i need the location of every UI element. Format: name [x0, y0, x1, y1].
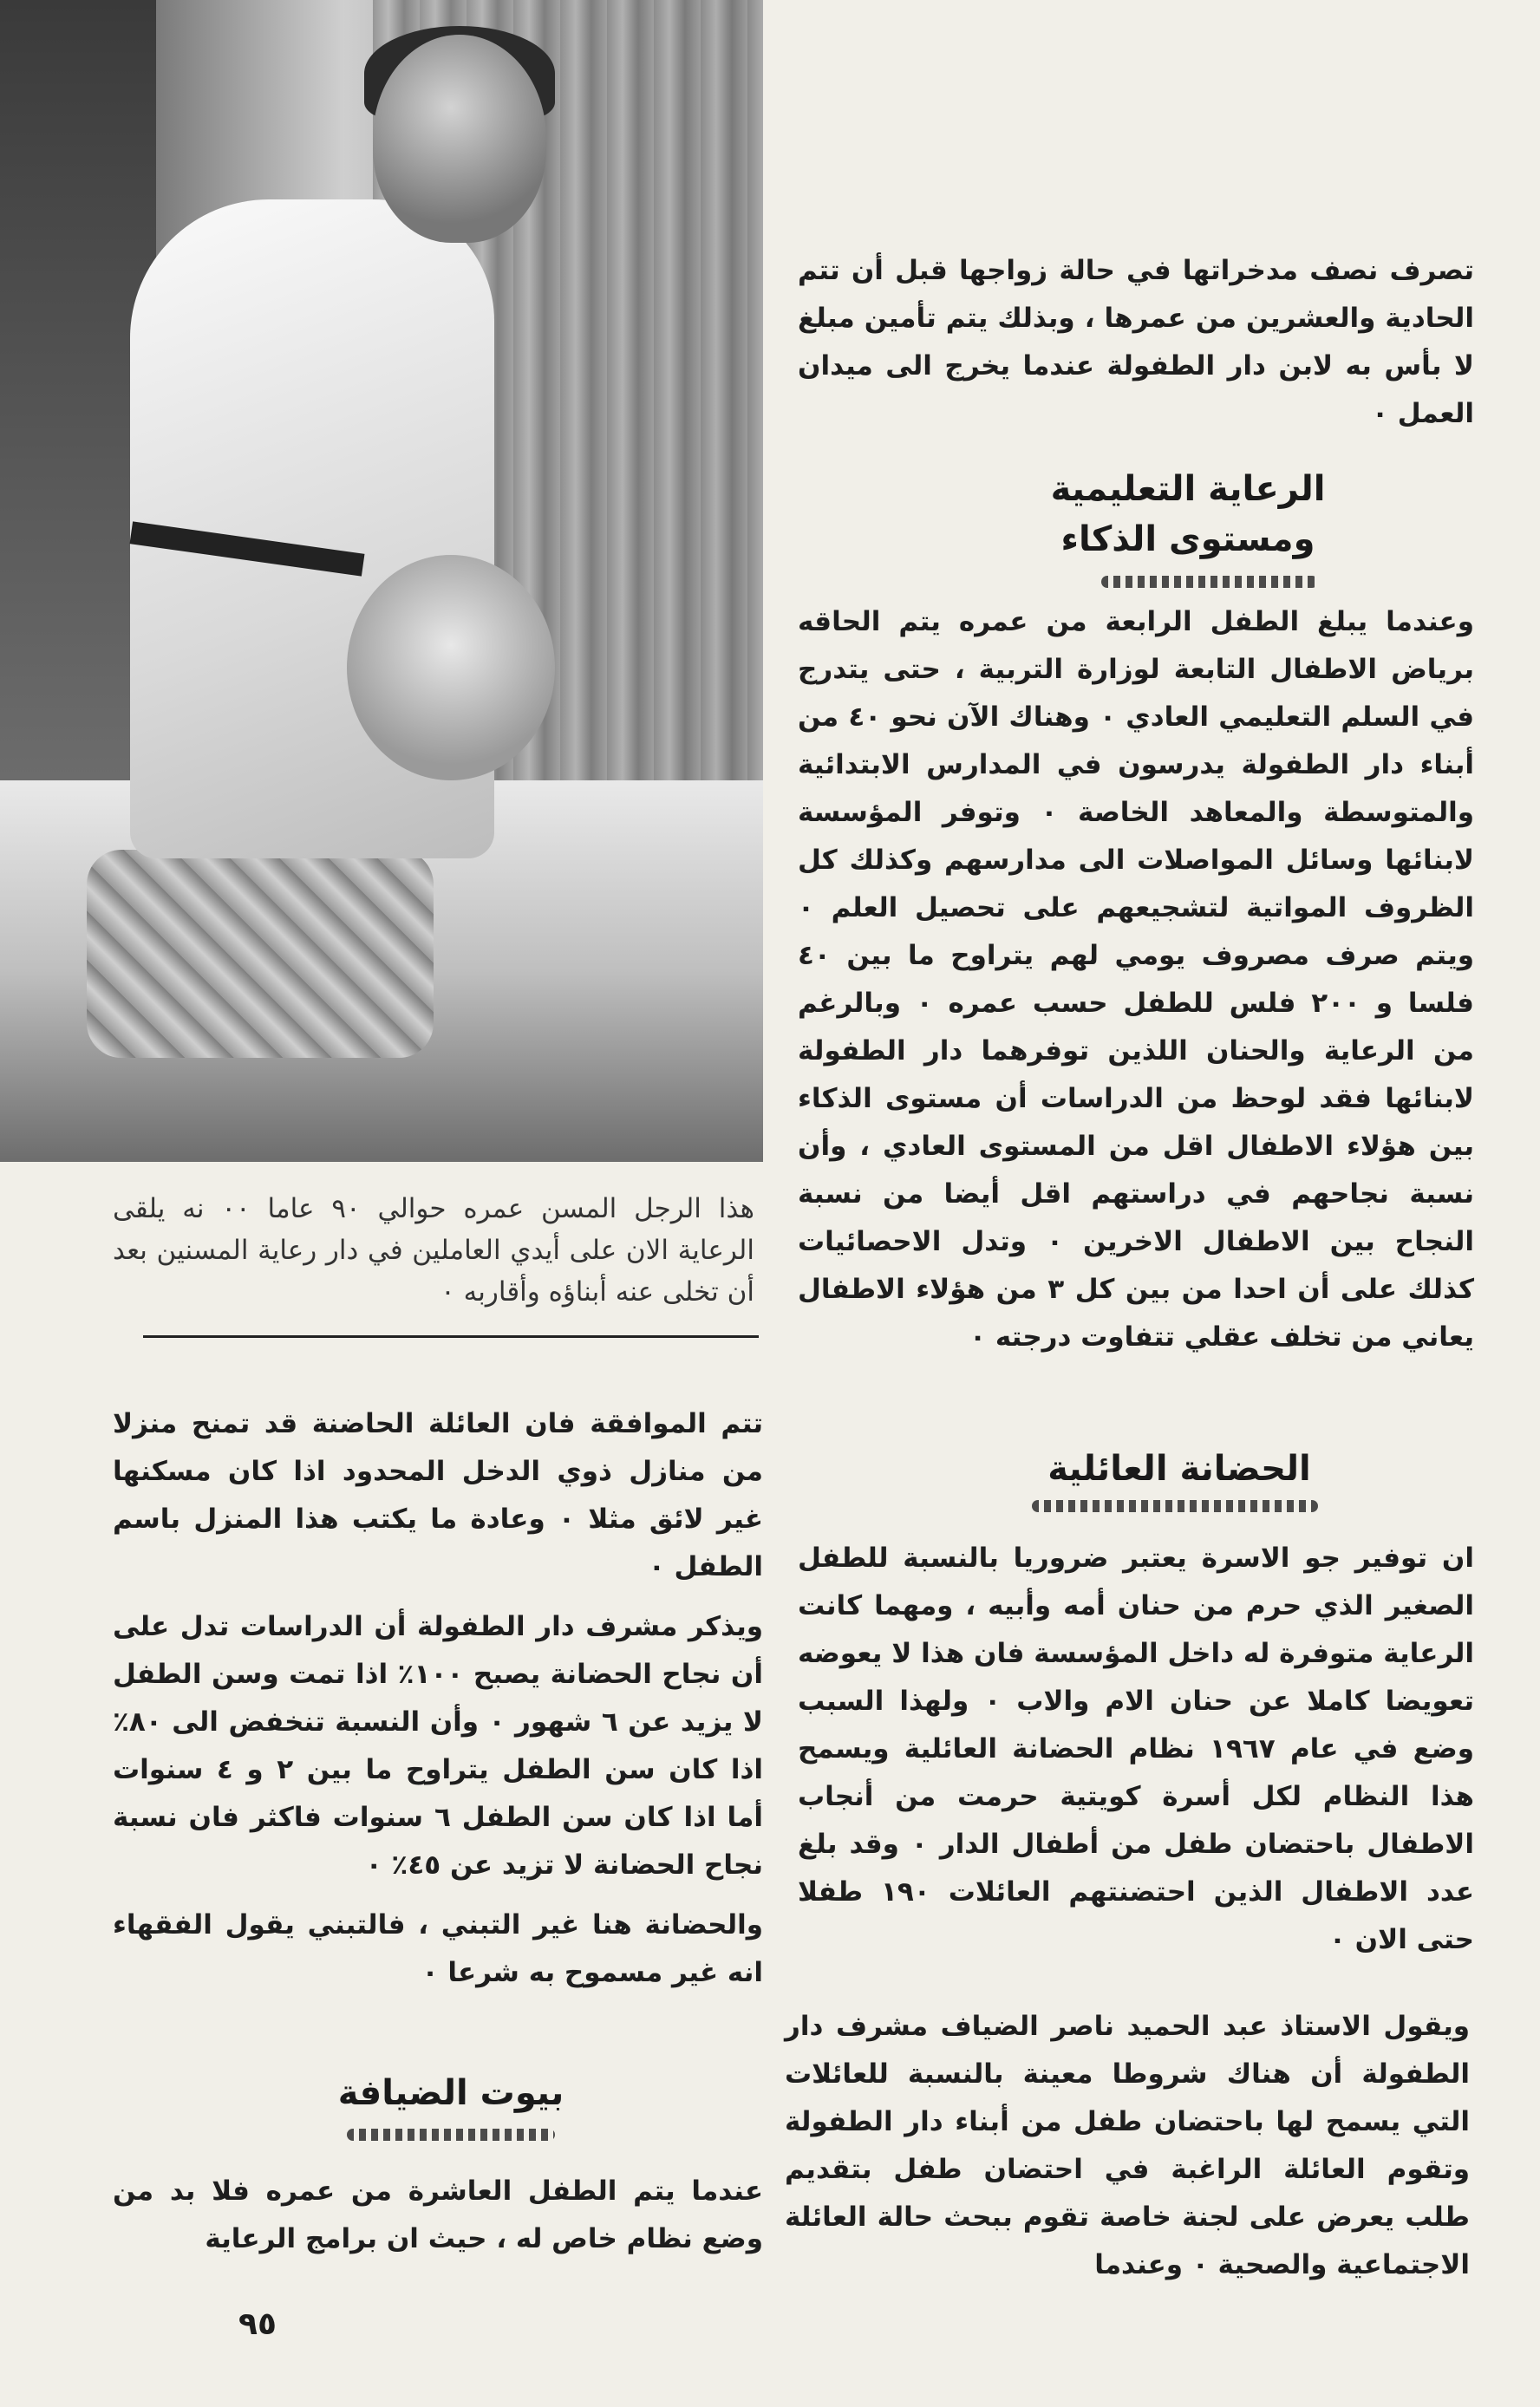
section-heading-guest-houses [286, 2068, 616, 2118]
left-column-text [113, 1400, 763, 2009]
photo-caregiver-head [373, 35, 546, 243]
photo-patient [347, 555, 555, 780]
paragraph: تصرف نصف مدخراتها في حالة زواجها قبل أن تتم الحادية والعشرين من عمرها ، وبذلك يتم تأمين مبلغ لا بأس به لابن دار الطفولة عندما يخرج الى ميدان العمل ٠ [798, 255, 1474, 429]
caption-divider [143, 1335, 759, 1338]
right-column-conditions [785, 2003, 1470, 2301]
paragraph: ان توفير جو الاسرة يعتبر ضروريا بالنسبة للطفل الصغير الذي حرم من حنان أمه وأبيه ، ومهما كانت الرعاية متوفرة له داخل المؤسسة فان هذا لا يعوضه تعويضا كاملا عن حنان الام والاب ٠ ولهذا السبب وضع في عام ١٩٦٧ نظام الحضانة العائلية ويسمح هذا النظام لكل أسرة كويتية حرمت من أنجاب الاطفال باحتضان طفل من أطفال الدار ٠ وقد بلغ عدد الاطفال الذين احتضنتهم العائلات ١٩٠ طفلا حتى الان ٠ [798, 1543, 1475, 1955]
heading-underline [1101, 576, 1318, 588]
heading-line-2: ومستوى الذكاء [1060, 519, 1315, 559]
paragraph: ويذكر مشرف دار الطفولة أن الدراسات تدل على أن نجاح الحضانة يصبح ١٠٠٪ اذا تمت وسن الطفل لا يزيد عن ٦ شهور ٠ وأن النسبة تنخفض الى ٨٠٪ اذا كان سن الطفل يتراوح ما بين ٢ و ٤ سنوات أما اذا كان سن الطفل ٦ سنوات فاكثر فان نسبة نجاح الحضانة لا تزيد عن ٤٥٪ ٠ [113, 1611, 763, 1881]
heading-line-1: الرعاية التعليمية [1050, 469, 1326, 509]
right-column-intro [798, 247, 1474, 450]
right-column-foster [798, 1535, 1474, 1976]
photo-elderly-care [0, 0, 763, 1162]
paragraph: وعندما يبلغ الطفل الرابعة من عمره يتم الحاقه برياض الاطفال التابعة لوزارة التربية ، حتى يتدرج في السلم التعليمي العادي ٠ وهناك الآن نحو ٤٠ من أبناء دار الطفولة يدرسون في المدارس الابتدائية والمتوسطة والمعاهد الخاصة ٠ وتوفر المؤسسة لابنائها وسائل المواصلات الى مدارسهم وكذلك كل الظروف المواتية لتشجيعهم على تحصيل العلم ٠ ويتم صرف مصروف يومي لهم يتراوح ما بين ٤٠ فلسا و ٢٠٠ فلس للطفل حسب عمره ٠ وبالرغم من الرعاية والحنان اللذين توفرهما دار الطفولة لابنائها فقد لوحظ من الدراسات أن مستوى الذكاء بين هؤلاء الاطفال اقل من المستوى العادي ، وأن نسبة نجاحهم في دراستهم اقل أيضا من نسبة النجاح بين الاطفال الاخرين ٠ وتدل الاحصائيات كذلك على أن احدا من بين كل ٣ من هؤلاء الاطفال يعاني من تخلف عقلي تتفاوت درجته ٠ [798, 606, 1475, 1353]
paragraph: عندما يتم الطفل العاشرة من عمره فلا بد من وضع نظام خاص له ، حيث ان برامج الرعاية [113, 2175, 763, 2254]
photo-pillow [87, 850, 434, 1058]
section-heading-education [1023, 464, 1353, 564]
right-column-education [798, 598, 1474, 1373]
photo-caption: هذا الرجل المسن عمره حوالي ٩٠ عاما ٠٠ نه يلقى الرعاية الان على أيدي العاملين في دار رعاية المسنين بعد أن تخلى عنه أبناؤه وأقاربه ٠ [113, 1193, 754, 1308]
heading-underline [347, 2129, 555, 2141]
paragraph: والحضانة هنا غير التبني ، فالتبني يقول الفقهاء انه غير مسموح به شرعا ٠ [113, 1909, 763, 1988]
section-heading-foster-care [997, 1444, 1361, 1494]
paragraph: تتم الموافقة فان العائلة الحاضنة قد تمنح منزلا من منازل ذوي الدخل المحدود اذا كان مسكنها غير لائق مثلا ٠ وعادة ما يكتب هذا المنزل باسم الطفل ٠ [113, 1408, 764, 1582]
heading-text: بيوت الضيافة [337, 2073, 564, 2113]
heading-text: الحضانة العائلية [1047, 1449, 1311, 1489]
page-number: ٩٥ [238, 2306, 277, 2342]
left-column-guest [113, 2168, 763, 2275]
paragraph: ويقول الاستاذ عبد الحميد ناصر الضياف مشرف دار الطفولة أن هناك شروطا معينة بالنسبة للعائلات التي يسمح لها باحتضان طفل من أبناء دار الطفولة وتقوم العائلة الراغبة في احتضان طفل بتقديم طلب يعرض على لجنة خاصة تقوم ببحث حالة العائلة الاجتماعية والصحية ٠ وعندما [785, 2011, 1470, 2280]
heading-underline [1032, 1500, 1318, 1512]
